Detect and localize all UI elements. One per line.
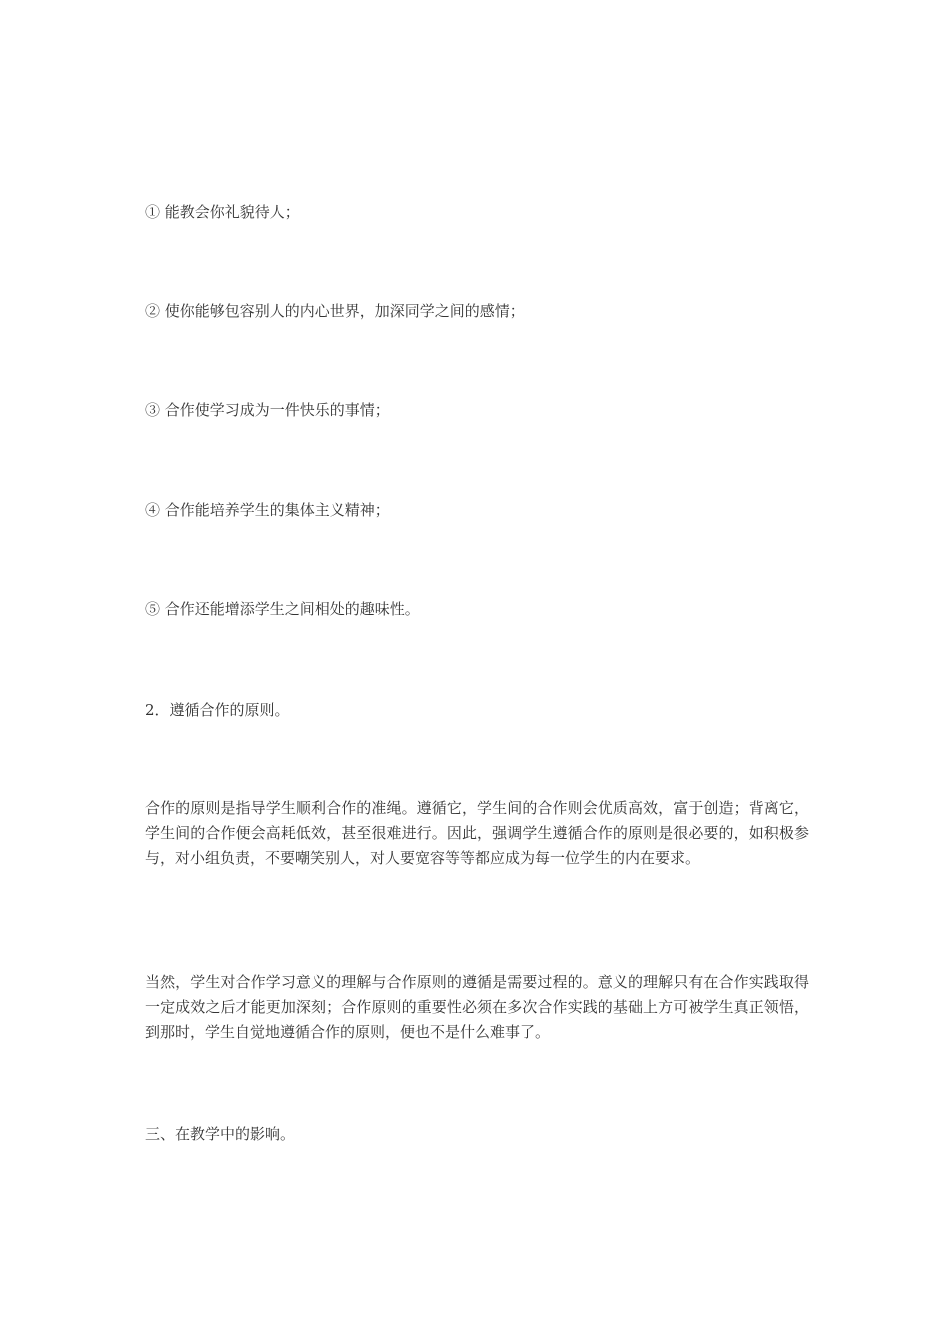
list-item: ④ 合作能培养学生的集体主义精神； bbox=[145, 501, 390, 519]
list-item: ① 能教会你礼貌待人； bbox=[145, 203, 300, 221]
section-heading: 三、在教学中的影响。 bbox=[145, 1125, 296, 1143]
paragraph: 当然，学生对合作学习意义的理解与合作原则的遵循是需要过程的。意义的理解只有在合作实践取得一定成效之后才能更加深刻；合作原则的重要性必须在多次合作实践的基础上方可被学生真正领悟，到那时，学生自觉地遵循合作的原则，便也不是什么难事了。 bbox=[145, 973, 809, 1041]
list-item: ⑤ 合作还能增添学生之间相处的趣味性。 bbox=[145, 600, 420, 618]
section-heading: 2．遵循合作的原则。 bbox=[145, 701, 290, 719]
list-item: ② 使你能够包容别人的内心世界，加深同学之间的感情； bbox=[145, 302, 525, 320]
paragraph: 合作的原则是指导学生顺利合作的准绳。遵循它，学生间的合作则会优质高效，富于创造；背离它，学生间的合作便会高耗低效，甚至很难进行。因此，强调学生遵循合作的原则是很必要的，如积极参与，对小组负责，不要嘲笑别人，对人要宽容等等都应成为每一位学生的内在要求。 bbox=[145, 799, 809, 867]
list-item: ③ 合作使学习成为一件快乐的事情； bbox=[145, 401, 390, 419]
